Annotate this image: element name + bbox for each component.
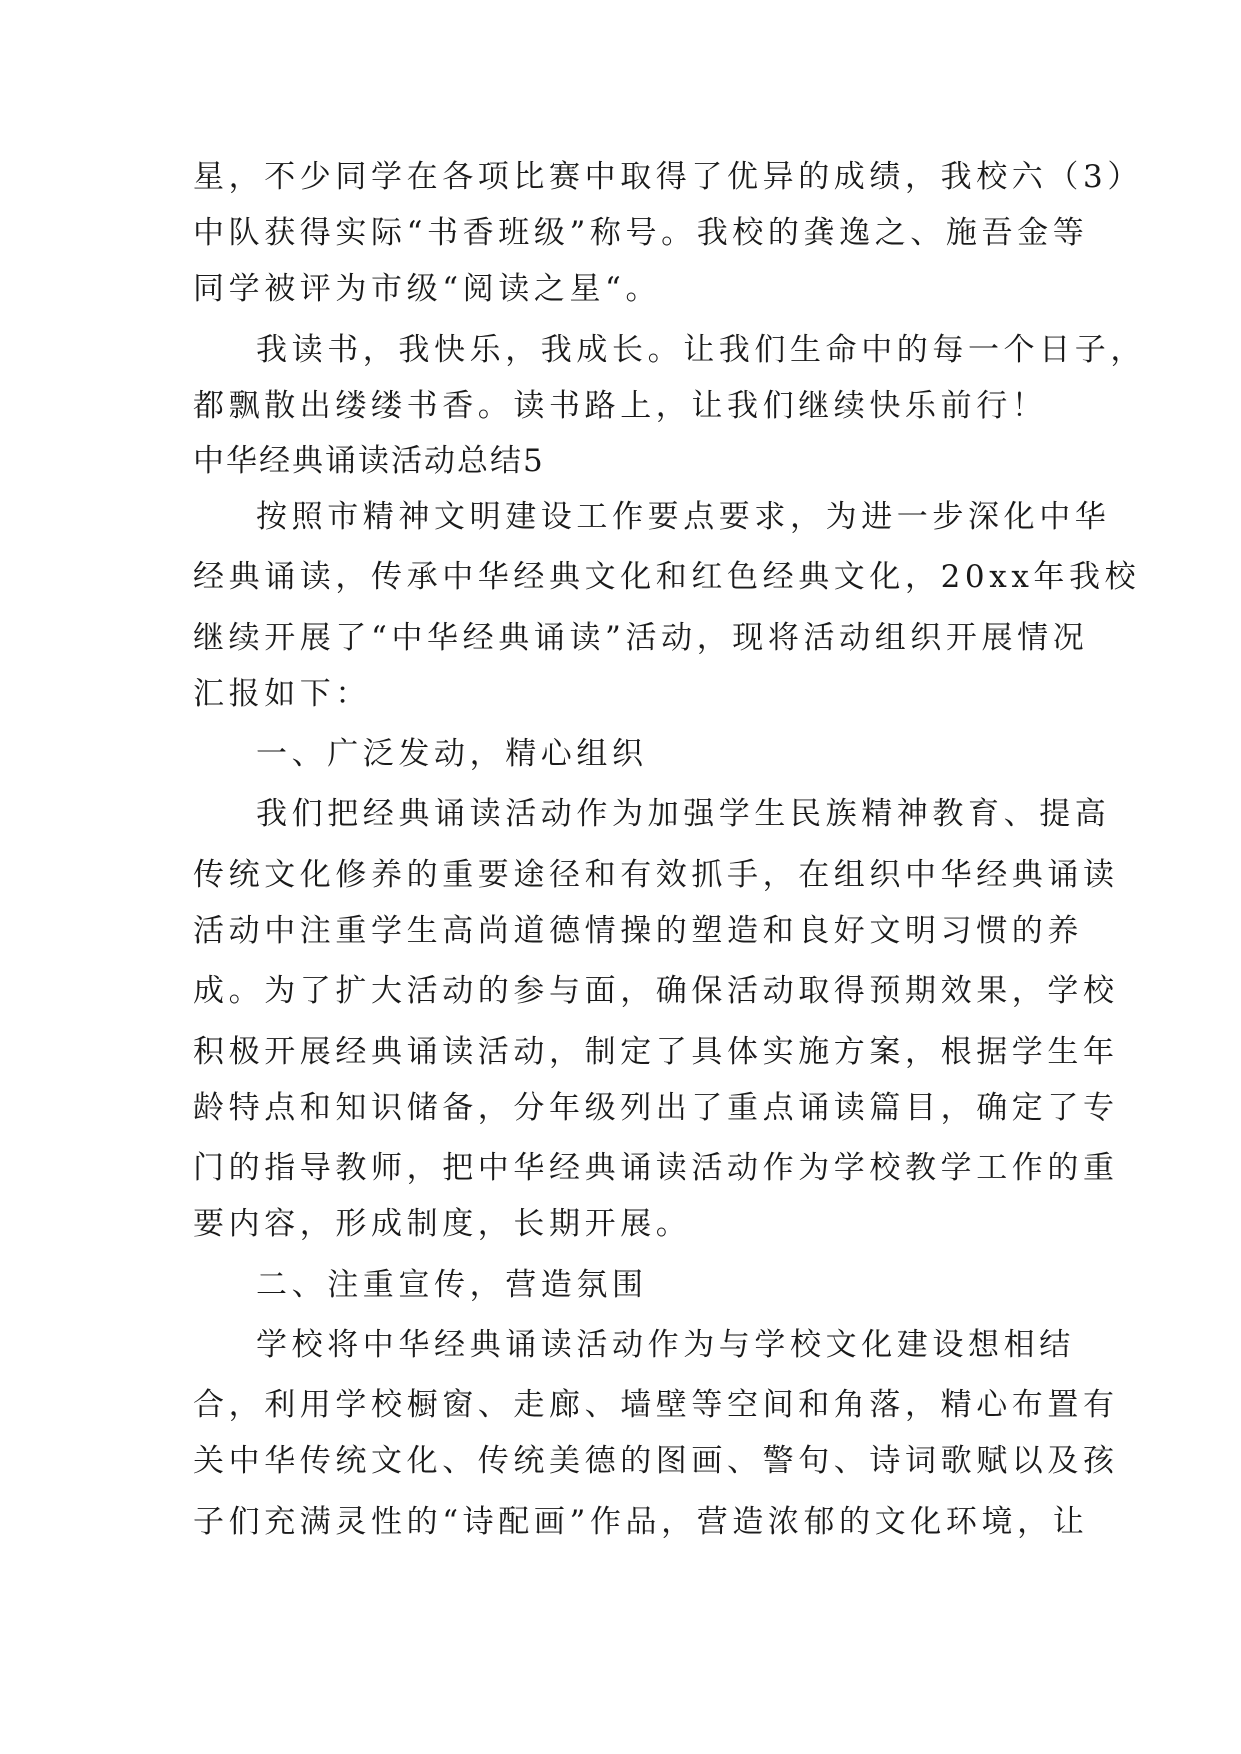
paragraph-line: 子们充满灵性的“诗配画”作品，营造浓郁的文化环境，让: [193, 1504, 1089, 1540]
paragraph-line: 汇报如下：: [193, 676, 371, 712]
paragraph-line: 合，利用学校橱窗、走廊、墙壁等空间和角落，精心布置有: [193, 1387, 1119, 1423]
paragraph-line: 门的指导教师，把中华经典诵读活动作为学校教学工作的重: [193, 1150, 1119, 1186]
paragraph-line: 要内容，形成制度，长期开展。: [193, 1206, 692, 1242]
paragraph-line: 继续开展了“中华经典诵读”活动，现将活动组织开展情况: [193, 620, 1089, 656]
paragraph-line: 我们把经典诵读活动作为加强学生民族精神教育、提高: [256, 796, 1111, 832]
paragraph-line: 经典诵读，传承中华经典文化和红色经典文化，20xx年我校: [193, 559, 1141, 595]
paragraph-line: 都飘散出缕缕书香。读书路上，让我们继续快乐前行！: [193, 388, 1048, 424]
paragraph-line: 成。为了扩大活动的参与面，确保活动取得预期效果，学校: [193, 973, 1119, 1009]
paragraph-line: 我读书，我快乐，我成长。让我们生命中的每一个日子，: [256, 332, 1146, 368]
paragraph-line: 按照市精神文明建设工作要点要求，为进一步深化中华: [256, 499, 1111, 535]
paragraph-line: 积极开展经典诵读活动，制定了具体实施方案，根据学生年: [193, 1034, 1119, 1070]
subheading: 一、广泛发动，精心组织: [256, 736, 648, 772]
paragraph-line: 龄特点和知识储备，分年级列出了重点诵读篇目，确定了专: [193, 1090, 1119, 1126]
subheading: 二、注重宣传，营造氛围: [256, 1267, 648, 1303]
paragraph-line: 同学被评为市级“阅读之星“。: [193, 271, 662, 307]
paragraph-line: 学校将中华经典诵读活动作为与学校文化建设想相结: [256, 1327, 1075, 1363]
section-title: 中华经典诵读活动总结5: [193, 443, 545, 479]
paragraph-line: 关中华传统文化、传统美德的图画、警句、诗词歌赋以及孩: [193, 1443, 1119, 1479]
paragraph-line: 传统文化修养的重要途径和有效抓手，在组织中华经典诵读: [193, 857, 1119, 893]
paragraph-line: 星，不少同学在各项比赛中取得了优异的成绩，我校六（3）: [193, 159, 1143, 195]
paragraph-line: 中队获得实际“书香班级”称号。我校的龚逸之、施吾金等: [193, 215, 1089, 251]
paragraph-line: 活动中注重学生高尚道德情操的塑造和良好文明习惯的养: [193, 913, 1083, 949]
